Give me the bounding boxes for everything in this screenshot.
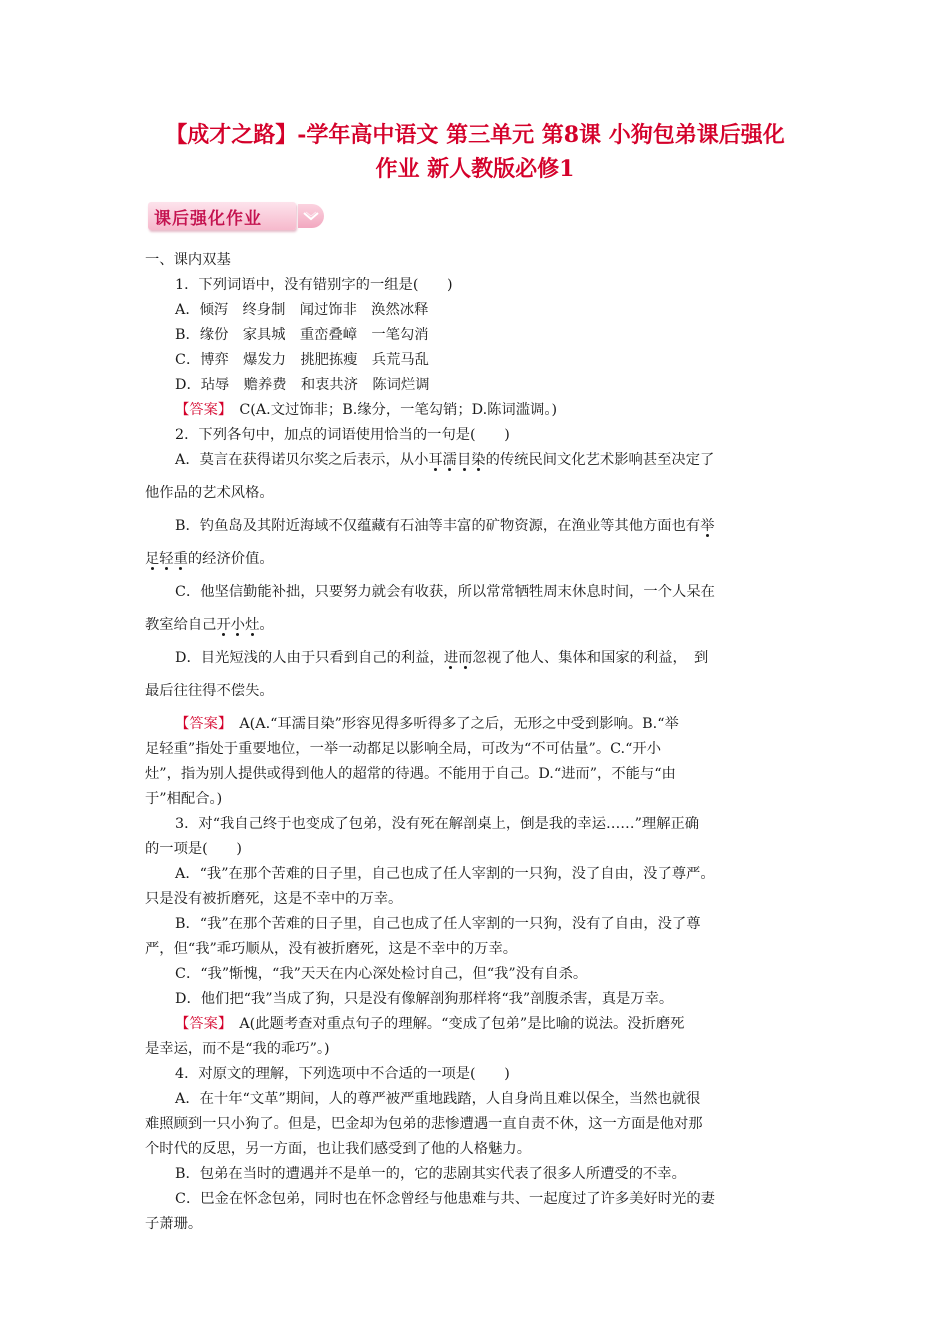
answer-text: C(A.文过饰非；B.缘分，一笔勾销；D.陈词滥调。) xyxy=(225,402,558,418)
q3-stem-line2: 的一项是( ) xyxy=(145,841,242,857)
q2-option-d-line2: 最后往往得不偿失。 xyxy=(145,683,274,699)
dotted-char: 目 xyxy=(456,452,472,468)
document-title-line1: 【成才之路】-学年高中语文 第三单元 第8课 小狗包弟课后强化 xyxy=(165,122,785,148)
q3-option-b-line2: 严，但“我”乖巧顺从，没有被折磨死，这是不幸中的万幸。 xyxy=(145,941,518,957)
dotted-char: 耳 xyxy=(428,452,443,468)
q2-option-c: C．他坚信勤能补拙，只要努力就会有收获，所以常常牺牲周末休息时间，一个人呆在 xyxy=(175,584,715,600)
q4-option-a: A．在十年“文革”期间，人的尊严被严重地践踏，人自身尚且难以保全，当然也就很 xyxy=(175,1091,701,1107)
q1-option-a: A．倾泻 终身制 闻过饰非 涣然冰释 xyxy=(175,302,429,318)
dotted-char: 小 xyxy=(230,617,246,633)
q4-option-b: B．包弟在当时的遭遇并不是单一的，它的悲剧其实代表了很多人所遭受的不幸。 xyxy=(175,1166,686,1182)
dotted-char: 濡 xyxy=(442,452,457,468)
q3-option-a: A．“我”在那个苦难的日子里，自己也成了任人宰割的一只狗，没了自由，没了尊严。 xyxy=(175,866,715,882)
text-run: A．莫言在获得诺贝尔奖之后表示，从小 xyxy=(175,452,429,468)
q1-stem: 1．下列词语中，没有错别字的一组是( ) xyxy=(175,277,453,293)
q1-answer xyxy=(145,398,810,423)
q4-stem: 4．对原文的理解，下列选项中不合适的一项是( ) xyxy=(175,1066,510,1082)
answer-text: A(此题考查对重点句子的理解。“变成了包弟”是比喻的说法。没折磨死 xyxy=(225,1016,685,1032)
dotted-char: 灶 xyxy=(245,617,260,633)
answer-label: 【答案】 xyxy=(175,1016,226,1032)
answer-text: A(A.“耳濡目染”形容见得多听得多了之后，无形之中受到影响。B.“举 xyxy=(225,716,679,732)
q2-option-b xyxy=(145,514,810,539)
text-run: D．目光短浅的人由于只看到自己的利益， xyxy=(175,650,444,666)
dotted-char: 足 xyxy=(145,551,160,567)
dotted-char: 开 xyxy=(216,617,231,633)
q3-answer xyxy=(145,1012,810,1037)
dotted-char: 举 xyxy=(700,518,715,534)
section-badge xyxy=(148,200,326,232)
q4-option-c-line2: 子萧珊。 xyxy=(145,1216,203,1232)
dotted-char: 进 xyxy=(443,650,459,666)
q4-option-a-line2: 难照顾到一只小狗了。但是，巴金却为包弟的悲惨遭遇一直自责不休，这一方面是他对那 xyxy=(145,1116,703,1132)
q2-option-c-line2 xyxy=(145,613,810,638)
q2-stem: 2．下列各句中，加点的词语使用恰当的一句是( ) xyxy=(175,427,510,443)
q2-answer-line3: 灶”，指为别人提供或得到他人的超常的待遇。不能用于自己。D.“进而”，不能与“由 xyxy=(145,766,676,782)
q2-option-a-line2: 他作品的艺术风格。 xyxy=(145,485,274,501)
q2-answer-line4: 于”相配合。) xyxy=(145,791,223,807)
q4-option-a-line3: 个时代的反思，另一方面，也让我们感受到了他的人格魅力。 xyxy=(145,1141,532,1157)
q3-option-c: C．“我”惭愧，“我”天天在内心深处检讨自己，但“我”没有自杀。 xyxy=(175,966,588,982)
answer-label: 【答案】 xyxy=(175,402,226,418)
q3-option-d: D．他们把“我”当成了狗，只是没有像解剖狗那样将“我”剖腹杀害，真是万幸。 xyxy=(175,991,674,1007)
document-title-line2: 作业 新人教版必修1 xyxy=(375,156,575,182)
q3-answer-line2: 是幸运，而不是“我的乖巧”。) xyxy=(145,1041,330,1057)
q4-option-c: C．巴金在怀念包弟，同时也在怀念曾经与他患难与共、一起度过了许多美好时光的妻 xyxy=(175,1191,715,1207)
section-heading: 一、课内双基 xyxy=(145,252,231,268)
chevron-down-icon xyxy=(303,210,319,222)
q2-option-a xyxy=(145,448,810,473)
text-run: 。 xyxy=(259,617,274,633)
q2-option-d xyxy=(145,646,810,671)
q2-answer xyxy=(145,712,810,737)
text-run: 的传统民间文化艺术影响甚至决定了 xyxy=(485,452,715,468)
dotted-char: 而 xyxy=(458,650,473,666)
text-run: B．钓鱼岛及其附近海域不仅蕴藏有石油等丰富的矿物资源，在渔业等其他方面也有 xyxy=(175,518,701,534)
q3-stem: 3．对“我自己终于也变成了包弟，没有死在解剖桌上，倒是我的幸运……”理解正确 xyxy=(175,816,700,832)
answer-label: 【答案】 xyxy=(175,716,226,732)
q1-option-c: C．博弈 爆发力 挑肥拣瘦 兵荒马乱 xyxy=(175,352,429,368)
text-run: 教室给自己 xyxy=(145,617,217,633)
badge-label: 课后强化作业 xyxy=(154,209,262,229)
dotted-char: 重 xyxy=(173,551,188,567)
q1-option-b: B．缘份 家具城 重峦叠嶂 一笔勾消 xyxy=(175,327,429,343)
q2-option-b-line2 xyxy=(145,547,810,572)
dotted-char: 轻 xyxy=(159,551,174,567)
q3-option-b: B．“我”在那个苦难的日子里，自己也成了任人宰割的一只狗，没有了自由，没了尊 xyxy=(175,916,701,932)
q2-answer-line2: 足轻重”指处于重要地位，一举一动都足以影响全局，可改为“不可估量”。C.“开小 xyxy=(145,741,662,757)
dotted-char: 染 xyxy=(471,452,486,468)
badge-tail xyxy=(298,204,324,228)
q1-option-d: D．玷辱 赡养费 和衷共济 陈词烂调 xyxy=(175,377,430,393)
text-run: 的经济价值。 xyxy=(187,551,274,567)
q3-option-a-line2: 只是没有被折磨死，这是不幸中的万幸。 xyxy=(145,891,403,907)
document-body xyxy=(145,248,810,1237)
text-run: 忽视了他人、集体和国家的利益， 到 xyxy=(472,650,709,666)
